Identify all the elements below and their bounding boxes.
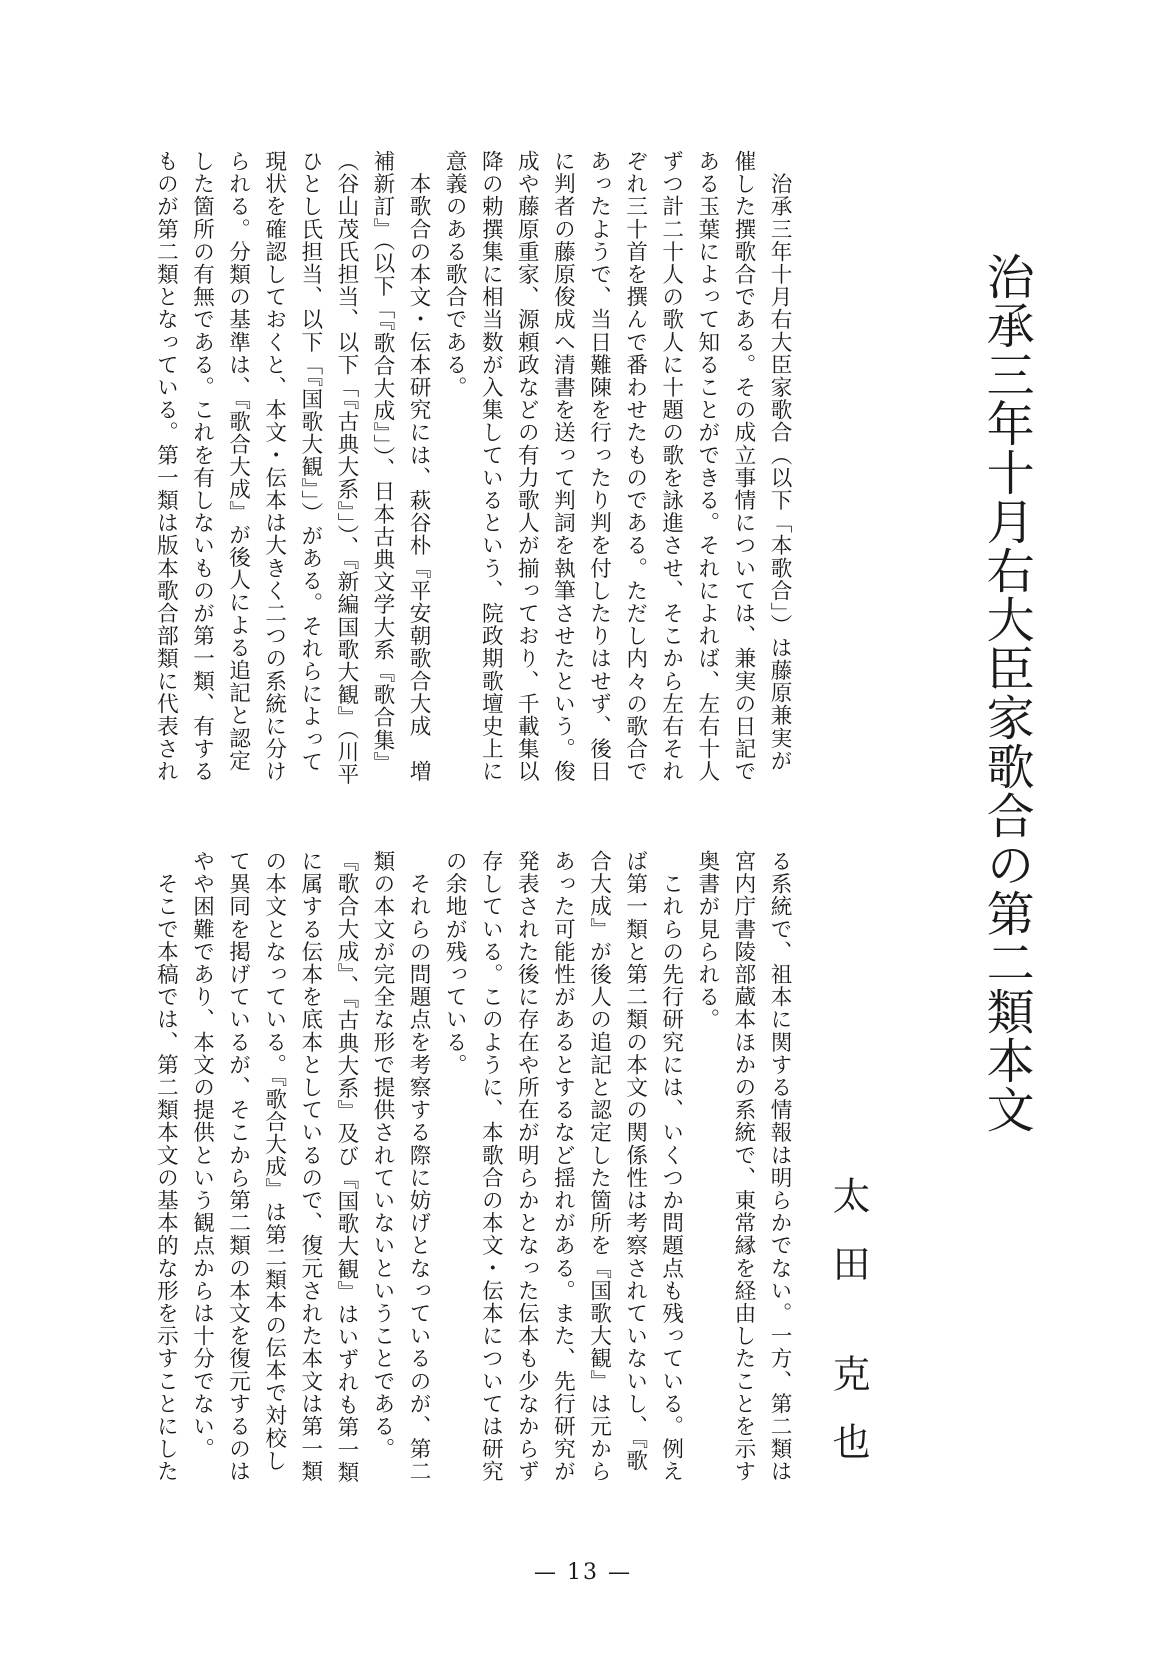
- text-line: した箇所の有無である。これを有しないものが第一類、有する: [189, 150, 215, 783]
- text-line: 本歌合の本文・伝本研究には、萩谷朴『平安朝歌合大成 増: [406, 150, 432, 783]
- text-line: 発表された後に存在や所在が明らかとなった伝本も少なからず: [514, 850, 540, 1483]
- text-line: る系統で、祖本に関する情報は明らかでない。一方、第二類は: [767, 850, 792, 1483]
- text-line: に属する伝本を底本としているので、復元された本文は第一類: [297, 850, 323, 1483]
- body-text-upper: [112, 150, 797, 830]
- text-line: やや困難であり、本文の提供という観点からは十分でない。: [189, 850, 215, 1461]
- text-line: 現状を確認しておくと、本文・伝本は大きく二つの系統に分け: [261, 150, 287, 783]
- text-line: 存している。このように、本歌合の本文・伝本については研究: [478, 850, 504, 1483]
- text-line: 降の勅撰集に相当数が入集しているという、院政期歌壇史上に: [478, 150, 504, 783]
- text-line: 治承三年十月右大臣家歌合（以下「本歌合」）は藤原兼実が: [767, 150, 792, 772]
- text-line: ずつ計二十人の歌人に十題の歌を詠進させ、そこから左右それ: [658, 150, 684, 783]
- author-name: 太田 克也: [826, 1176, 870, 1491]
- text-line: これらの先行研究には、いくつか問題点も残っている。例え: [658, 850, 684, 1483]
- text-line: て異同を掲げているが、そこから第二類の本文を復元するのは: [225, 850, 251, 1483]
- text-line: ひとし氏担当、以下「『国歌大観』」）がある。それらによって: [297, 150, 323, 773]
- page-number: — 13 —: [534, 1560, 632, 1585]
- text-line: 補新訂』（以下「『歌合大成』」）、日本古典文学大系『歌合集』: [369, 150, 395, 774]
- text-line: の余地が残っている。: [442, 850, 468, 1076]
- text-line: 催した撰歌合である。その成立事情については、兼実の日記で: [730, 150, 756, 783]
- text-line: の本文となっている。『歌合大成』は第二類本の伝本で対校し: [261, 850, 287, 1472]
- text-line: 合大成』が後人の追記と認定した箇所を『国歌大観』は元から: [586, 850, 612, 1483]
- text-line: そこで本稿では、第二類本文の基本的な形を示すことにした: [153, 850, 179, 1483]
- text-line: 『歌合大成』、『古典大系』及び『国歌大観』はいずれも第一類: [333, 850, 359, 1484]
- text-line: （谷山茂氏担当、以下「『古典大系』」）、『新編国歌大観』（川平: [333, 150, 359, 786]
- text-line: られる。分類の基準は、『歌合大成』が後人による追記と認定: [225, 150, 251, 772]
- text-line: ものが第二類となっている。第一類は版本歌合部類に代表され: [153, 150, 179, 783]
- text-line: ある玉葉によって知ることができる。それによれば、左右十人: [694, 150, 720, 783]
- body-text-lower: [112, 850, 797, 1540]
- article-title: 治承三年十月右大臣家歌合の第二類本文: [978, 252, 1035, 1134]
- text-line: あったようで、当日難陳を行ったり判を付したりはせず、後日: [586, 150, 612, 783]
- text-line: ば第一類と第二類の本文の関係性は考察されていないし、『歌: [622, 850, 648, 1472]
- text-line: 宮内庁書陵部蔵本ほかの系統で、東常縁を経由したことを示す: [730, 850, 756, 1483]
- text-line: 奥書が見られる。: [694, 850, 720, 1031]
- text-line: に判者の藤原俊成へ清書を送って判詞を執筆させたという。俊: [550, 150, 576, 783]
- text-line: ぞれ三十首を撰んで番わせたものである。ただし内々の歌合で: [622, 150, 648, 783]
- text-line: あった可能性があるとするなど揺れがある。また、先行研究が: [550, 850, 576, 1483]
- text-line: 意義のある歌合である。: [442, 150, 468, 399]
- text-line: 類の本文が完全な形で提供されていないということである。: [369, 850, 395, 1461]
- text-line: それらの問題点を考察する際に妨げとなっているのが、第二: [406, 850, 432, 1483]
- text-line: 成や藤原重家、源頼政などの有力歌人が揃っており、千載集以: [514, 150, 540, 783]
